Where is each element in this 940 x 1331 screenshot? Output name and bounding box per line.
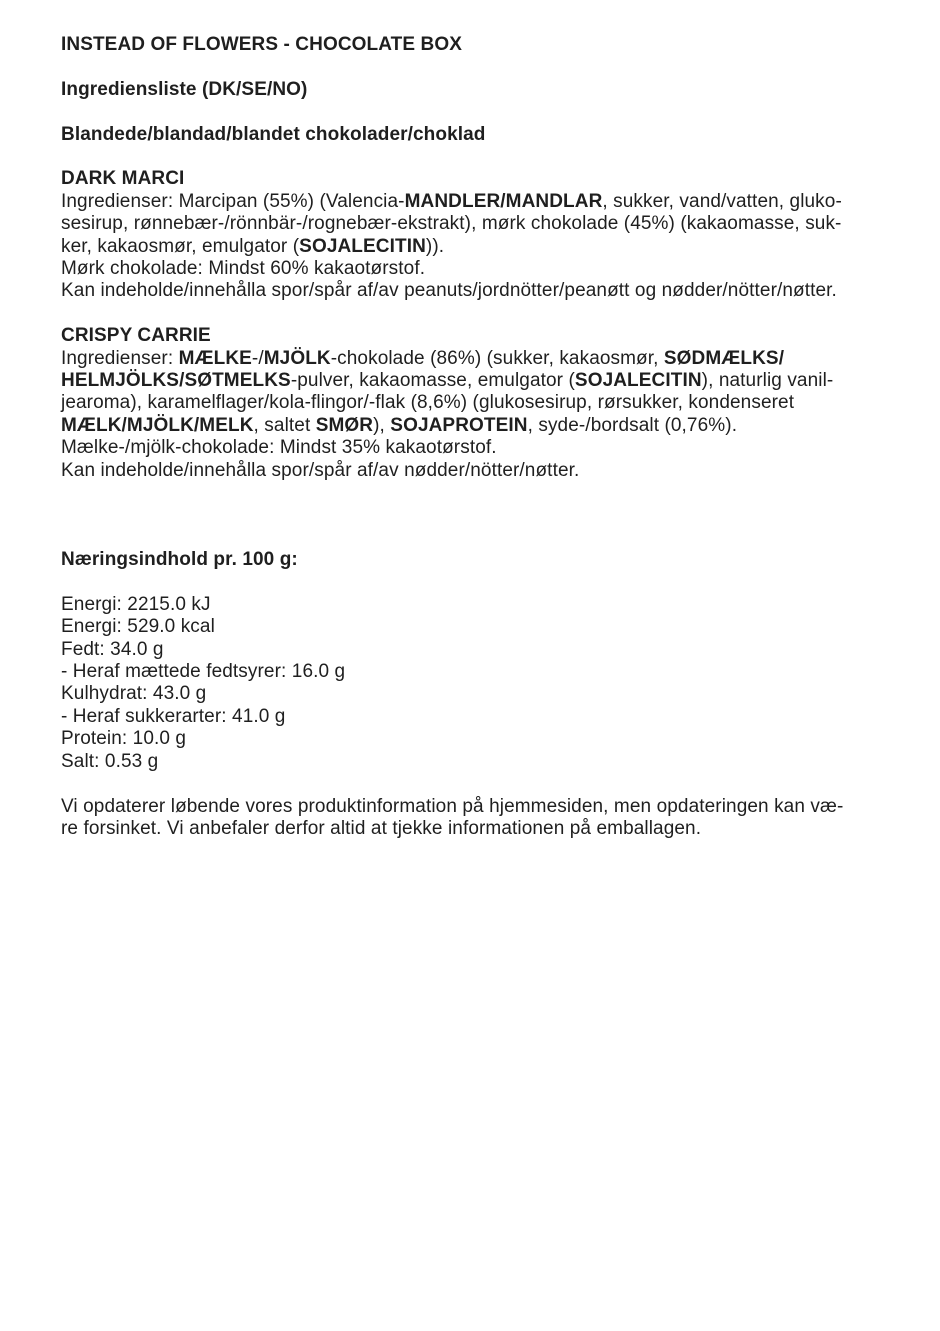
nutrition-row: Energi: 2215.0 kJ <box>61 593 211 615</box>
document-title: INSTEAD OF FLOWERS - CHOCOLATE BOX <box>61 34 462 55</box>
ingredient-line: Ingredienser: MÆLKE-/MJÖLK-chokolade (86%) (sukker, kakaosmør, SØDMÆLKS/ <box>61 347 785 369</box>
ingredient-line: Kan indeholde/innehålla spor/spår af/av peanuts/jordnötter/peanøtt og nødder/nötter/nøtter. <box>61 280 837 302</box>
product-section-crispy-carrie <box>61 325 900 482</box>
ingredient-line: ker, kakaosmør, emulgator (SOJALECITIN)). <box>61 235 445 257</box>
nutrition-row: Salt: 0.53 g <box>61 750 159 772</box>
nutrition-row: Energi: 529.0 kcal <box>61 616 215 638</box>
nutrition-row: - Heraf sukkerarter: 41.0 g <box>61 705 286 727</box>
ingredient-line: Mørk chokolade: Mindst 60% kakaotørstof. <box>61 258 426 280</box>
disclaimer-line: Vi opdaterer løbende vores produktinformation på hjemmesiden, men opdateringen kan væ- <box>61 795 844 817</box>
product-ingredients <box>61 191 900 303</box>
ingredient-line: Ingredienser: Marcipan (55%) (Valencia-MANDLER/MANDLAR, sukker, vand/vatten, gluko- <box>61 190 842 212</box>
product-ingredients <box>61 348 900 482</box>
ingredient-line: HELMJÖLKS/SØTMELKS-pulver, kakaomasse, emulgator (SOJALECITIN), naturlig vanil- <box>61 370 834 392</box>
ingredient-line: MÆLK/MJÖLK/MELK, saltet SMØR), SOJAPROTEIN, syde-/bordsalt (0,76%). <box>61 414 738 436</box>
product-name: CRISPY CARRIE <box>61 325 211 347</box>
ingredient-line: Mælke-/mjölk-chokolade: Mindst 35% kakaotørstof. <box>61 437 497 459</box>
ingredient-list-heading: Ingrediensliste (DK/SE/NO) <box>61 78 308 100</box>
product-section-dark-marci <box>61 168 900 302</box>
product-category-heading: Blandede/blandad/blandet chokolader/choklad <box>61 123 486 145</box>
ingredient-line: sesirup, rønnebær-/rönnbär-/rognebær-ekstrakt), mørk chokolade (45%) (kakaomasse, suk- <box>61 213 842 235</box>
ingredient-line: Kan indeholde/innehålla spor/spår af/av nødder/nötter/nøtter. <box>61 459 580 481</box>
nutrition-row: Fedt: 34.0 g <box>61 638 164 660</box>
nutrition-row: - Heraf mættede fedtsyrer: 16.0 g <box>61 661 346 683</box>
product-name: DARK MARCI <box>61 168 185 190</box>
nutrition-row: Protein: 10.0 g <box>61 728 187 750</box>
ingredient-line: jearoma), karamelflager/kola-flingor/-flak (8,6%) (glukosesirup, rørsukker, kondenseret <box>61 392 795 414</box>
disclaimer-text <box>61 796 900 841</box>
nutrition-row: Kulhydrat: 43.0 g <box>61 683 207 705</box>
disclaimer-line: re forsinket. Vi anbefaler derfor altid at tjekke informationen på emballagen. <box>61 817 702 839</box>
nutrition-heading: Næringsindhold pr. 100 g: <box>61 549 298 571</box>
nutrition-list <box>61 594 900 773</box>
